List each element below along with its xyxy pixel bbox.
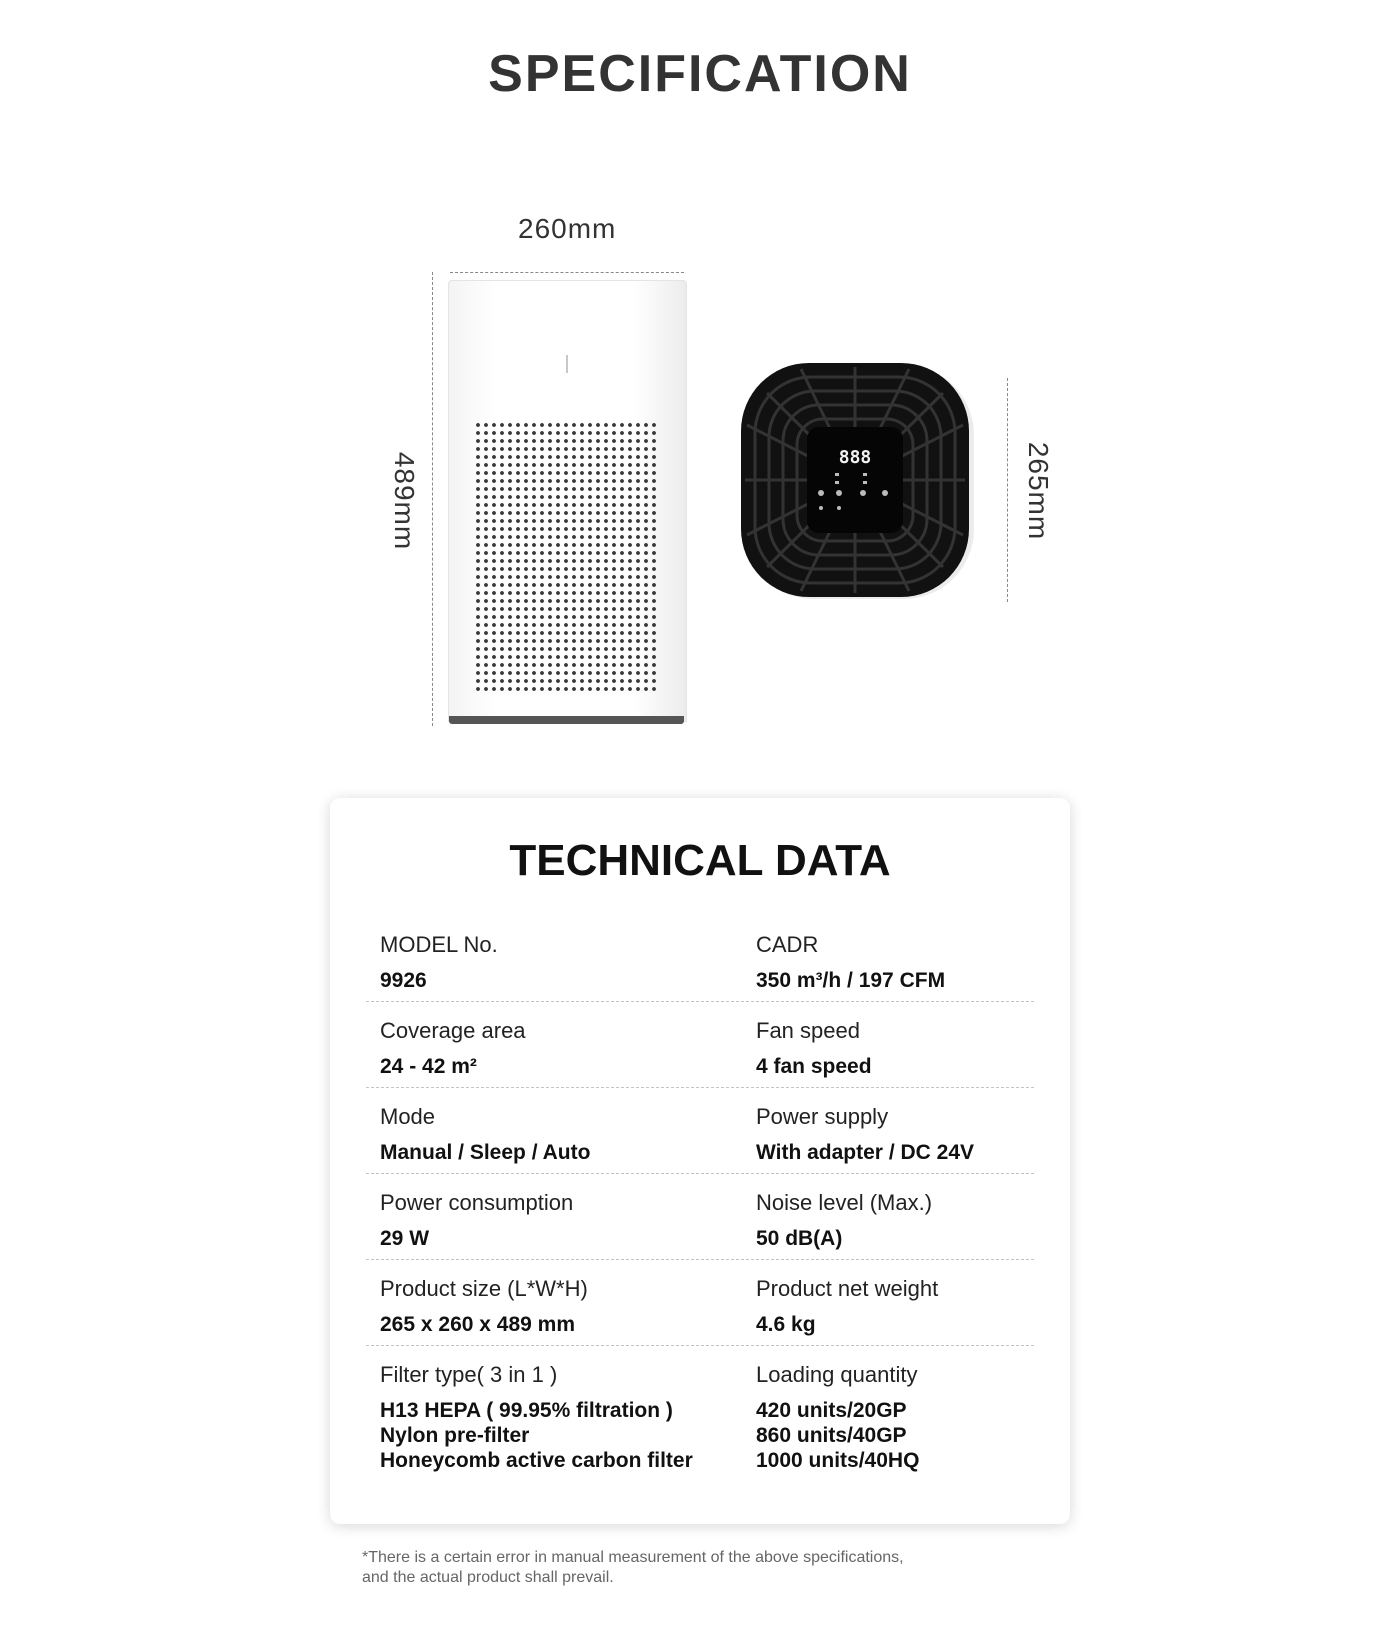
- disclaimer-line: and the actual product shall prevail.: [362, 1569, 614, 1586]
- technical-data-card: [330, 798, 1070, 1524]
- spec-value: 4.6 kg: [756, 1313, 816, 1336]
- height-dimension-label: 489mm: [389, 451, 420, 551]
- spec-label: Power consumption: [380, 1190, 574, 1215]
- spec-label: Product net weight: [756, 1276, 939, 1301]
- spec-value: Manual / Sleep / Auto: [380, 1141, 591, 1164]
- spec-label: Mode: [380, 1104, 436, 1129]
- technical-data-title: TECHNICAL DATA: [509, 836, 891, 885]
- spec-cell: [756, 916, 1034, 1001]
- spec-label: Filter type( 3 in 1 ): [380, 1362, 558, 1387]
- purifier-base: [449, 716, 684, 724]
- spec-cell: [366, 1260, 756, 1345]
- spec-row: [366, 1260, 1034, 1346]
- spec-row: [366, 916, 1034, 1002]
- spec-cell: [756, 1002, 1034, 1087]
- spec-cell: [366, 916, 756, 1001]
- width-dimension-line: [450, 272, 684, 273]
- spec-value: 24 - 42 m²: [380, 1055, 477, 1078]
- spec-label: MODEL No.: [380, 932, 498, 957]
- spec-value: 4 fan speed: [756, 1055, 872, 1078]
- spec-row: [366, 1346, 1034, 1476]
- spec-value-line: 1000 units/40HQ: [756, 1449, 920, 1472]
- spec-cell: [756, 1088, 1034, 1173]
- spec-label: Power supply: [756, 1104, 889, 1129]
- spec-value-line: 860 units/40GP: [756, 1424, 907, 1447]
- spec-value: 29 W: [380, 1227, 430, 1250]
- disclaimer-line: *There is a certain error in manual measurement of the above specifications,: [362, 1549, 904, 1566]
- spec-value: 265 x 260 x 489 mm: [380, 1313, 575, 1336]
- spec-value-line: Honeycomb active carbon filter: [380, 1449, 693, 1472]
- spec-cell: [366, 1346, 756, 1476]
- spec-row: [366, 1174, 1034, 1260]
- depth-dimension-line: [1007, 378, 1008, 602]
- spec-cell: [366, 1174, 756, 1259]
- spec-cell: [756, 1174, 1034, 1259]
- spec-label: Fan speed: [756, 1018, 860, 1043]
- spec-value-line: H13 HEPA ( 99.95% filtration ): [380, 1399, 673, 1422]
- status-indicator-light: [566, 355, 568, 373]
- spec-label: Loading quantity: [756, 1362, 918, 1387]
- spec-value: With adapter / DC 24V: [756, 1141, 975, 1164]
- height-dimension-line: [432, 272, 433, 726]
- spec-label: Noise level (Max.): [756, 1190, 933, 1215]
- air-intake-grille: [474, 421, 660, 693]
- spec-table: [366, 916, 1034, 1476]
- spec-label: CADR: [756, 932, 819, 957]
- spec-value: 9926: [380, 969, 427, 992]
- spec-label: Product size (L*W*H): [380, 1276, 588, 1301]
- depth-dimension-label: 265mm: [1023, 441, 1054, 541]
- purifier-side-view-image: [448, 280, 687, 722]
- spec-cell: [756, 1260, 1034, 1345]
- display-readout: 888: [838, 447, 872, 468]
- spec-row: [366, 1002, 1034, 1088]
- purifier-top-view-image: [741, 363, 976, 601]
- spec-value: 50 dB(A): [756, 1227, 843, 1250]
- spec-value-line: Nylon pre-filter: [380, 1424, 530, 1447]
- page-title: SPECIFICATION: [488, 45, 912, 103]
- spec-cell: [366, 1002, 756, 1087]
- measurement-disclaimer: [362, 1548, 904, 1588]
- spec-value: 350 m³/h / 197 CFM: [756, 969, 946, 992]
- spec-cell: [366, 1088, 756, 1173]
- width-dimension-label: 260mm: [518, 213, 617, 244]
- spec-value-line: 420 units/20GP: [756, 1399, 907, 1422]
- spec-row: [366, 1088, 1034, 1174]
- spec-label: Coverage area: [380, 1018, 526, 1043]
- spec-cell: [756, 1346, 1034, 1476]
